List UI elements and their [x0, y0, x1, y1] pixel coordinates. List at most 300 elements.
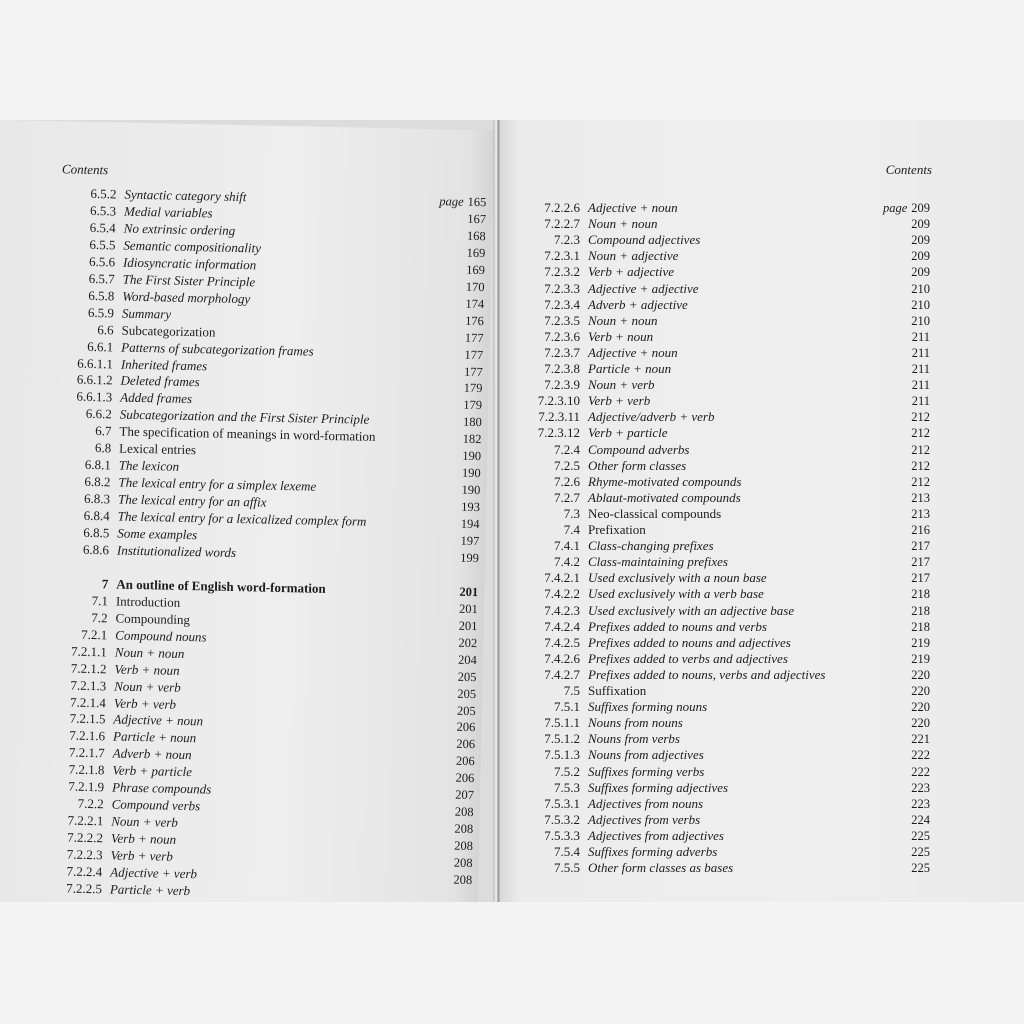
toc-section-title: Noun + verb	[588, 377, 655, 393]
toc-entry	[500, 860, 1024, 876]
toc-section-title: Adverb + adjective	[588, 296, 688, 312]
page-number-value: 223	[911, 780, 930, 795]
toc-entry	[500, 458, 1024, 474]
page-number-value: 169	[466, 262, 486, 277]
toc-page-number	[389, 633, 477, 651]
toc-section-number: 7.2.3.11	[538, 409, 580, 425]
toc-page-number	[390, 582, 478, 600]
toc-section-number: 7.2.3	[554, 232, 580, 248]
toc-section-title: Suffixation	[588, 683, 647, 698]
toc-entry	[500, 603, 1024, 619]
toc-section-number: 7.2.3.3	[544, 280, 580, 296]
toc-page-number	[840, 635, 930, 651]
toc-section-title: Used exclusively with an adjective base	[588, 602, 795, 618]
page-number-value: 206	[455, 754, 475, 769]
toc-page-number	[397, 260, 485, 278]
toc-section-title: Used exclusively with a verb base	[588, 586, 764, 602]
toc-section-number: 7.4.2.5	[544, 634, 580, 650]
toc-page-number	[840, 747, 930, 763]
page-word-label: page	[882, 201, 908, 215]
toc-page-number	[385, 802, 473, 820]
toc-section-number: 7.4	[563, 522, 580, 537]
toc-page-number	[840, 586, 930, 602]
toc-page-number	[391, 548, 479, 566]
page-number-value: 206	[456, 737, 476, 752]
toc-entry	[500, 635, 1024, 651]
page-number-value: 223	[911, 796, 930, 811]
page-number-value: 168	[466, 228, 486, 244]
page-number-value: 222	[911, 764, 930, 779]
toc-section-title: The lexical entry for a simplex lexeme	[118, 474, 317, 494]
toc-entry	[500, 764, 1024, 780]
page-number-value: 209	[911, 201, 930, 215]
toc-page-number	[840, 538, 930, 554]
page-number-value: 190	[462, 449, 482, 464]
toc-page-number	[385, 819, 473, 837]
page-number-value: 202	[458, 635, 478, 650]
toc-section-title: Adjective + verb	[110, 864, 198, 882]
toc-section-title: Summary	[121, 305, 172, 322]
toc-page-number	[395, 345, 483, 363]
toc-section-title: Adjective + noun	[588, 200, 678, 215]
toc-section-number: 7.4.2	[554, 554, 580, 570]
toc-section-title: Verb + verb	[113, 695, 177, 712]
toc-section-title: Prefixes added to nouns and verbs	[588, 618, 767, 634]
toc-section-number: 7.2.3.10	[537, 393, 580, 409]
toc-section-title: An outline of English word-formation	[116, 576, 326, 596]
toc-entry	[500, 361, 1024, 377]
toc-section-title: Verb + verb	[110, 847, 173, 864]
toc-section-title: Other form classes as bases	[588, 860, 734, 876]
toc-section-title: Verb + particle	[112, 762, 193, 780]
toc-section-number: 7.5.3.3	[544, 827, 580, 843]
toc-section-title: Subcategorization and the First Sister Principle	[119, 406, 370, 428]
toc-section-title: Neo-classical compounds	[588, 505, 722, 521]
toc-page-number	[840, 780, 930, 796]
page-number-value: 201	[458, 601, 479, 616]
toc-section-title: Particle + noun	[112, 728, 197, 746]
page-number-value: 225	[911, 828, 930, 843]
toc-page-number	[840, 200, 930, 216]
toc-section-number: 6.6.1	[87, 338, 114, 354]
toc-page-number	[840, 248, 930, 264]
toc-section-title: Syntactic category shift	[124, 186, 247, 205]
toc-page-number	[396, 311, 484, 329]
toc-section-number: 7.2.2.1	[67, 812, 104, 829]
toc-section-title: Prefixes added to verbs and adjectives	[588, 650, 788, 666]
page-number-value: 190	[461, 465, 481, 481]
page-number-value: 182	[462, 432, 482, 447]
toc-section-title: Prefixation	[588, 522, 646, 537]
toc-section-number: 7.5.5	[554, 860, 580, 876]
toc-section-number: 7.1	[91, 592, 109, 609]
toc-section-number: 7.5.2	[554, 763, 580, 779]
toc-section-number: 6.8.1	[84, 457, 111, 473]
page-number-value: 205	[457, 686, 477, 701]
left-page	[0, 120, 494, 902]
toc-entry	[500, 538, 1024, 554]
toc-section-number: 7.2.1.3	[70, 677, 107, 693]
toc-page-number	[840, 619, 930, 635]
toc-page-number	[840, 377, 930, 393]
toc-section-number: 7.5.3.1	[544, 795, 580, 811]
toc-section-title: Subcategorization	[121, 322, 216, 340]
page-number-value: 209	[911, 249, 930, 264]
toc-section-title: Noun + noun	[588, 216, 658, 232]
toc-section-number: 7.2.5	[554, 457, 580, 473]
toc-page-number	[393, 447, 481, 465]
page-number-value: 205	[457, 669, 477, 684]
toc-section-number: 7.5.3	[554, 779, 580, 795]
running-head-right: Contents	[885, 162, 932, 177]
toc-section-number: 7.5.1	[554, 699, 580, 715]
right-page	[500, 120, 1024, 902]
toc-section-title: Verb + adjective	[588, 264, 675, 280]
page-number-value: 217	[911, 555, 930, 570]
page-number-value: 217	[911, 571, 930, 586]
toc-section-number: 7.4.2.6	[544, 650, 580, 666]
toc-section-number: 7.2.1.5	[69, 711, 106, 727]
toc-entry	[500, 425, 1024, 441]
toc-page-number	[840, 764, 930, 780]
toc-section-number: 6.6.2	[85, 406, 113, 422]
page-number-value: 217	[911, 539, 930, 554]
toc-page-number	[390, 599, 478, 617]
toc-section-title: Introduction	[115, 593, 181, 610]
toc-section-number: 7.2.3.8	[544, 361, 580, 376]
toc-page-number	[396, 277, 484, 295]
page-number-value: 179	[463, 398, 483, 413]
page-number-value: 220	[911, 684, 930, 698]
toc-section-title: Institutionalized words	[116, 542, 237, 560]
page-number-value: 167	[467, 211, 487, 227]
toc-entry	[500, 248, 1024, 264]
running-head-left: Contents	[61, 161, 109, 178]
toc-section-title: Verb + noun	[588, 328, 654, 344]
toc-section-title: Compounding	[115, 610, 191, 627]
page-number-value: 218	[911, 587, 930, 602]
page-number-value: 170	[465, 279, 485, 294]
toc-entry	[500, 232, 1024, 248]
toc-section-title: Prefixes added to nouns and adjectives	[588, 634, 791, 650]
toc-entry	[500, 297, 1024, 313]
toc-section-number: 7.5.1.2	[544, 731, 580, 747]
toc-section-number: 6.5.6	[88, 253, 116, 270]
toc-section-number: 7.5.3.2	[544, 811, 580, 827]
toc-section-title: Compound nouns	[115, 627, 207, 645]
toc-section-title: Adjectives from verbs	[588, 811, 701, 827]
page-number-value: 220	[911, 700, 930, 715]
toc-entry	[500, 281, 1024, 297]
page-number-value: 201	[459, 584, 479, 599]
toc-entry	[500, 522, 1024, 538]
page-number-value: 212	[911, 426, 930, 441]
toc-page-number	[393, 430, 481, 448]
toc-section-title: Lexical entries	[118, 440, 197, 458]
page-number-value: 218	[911, 603, 930, 618]
toc-entry	[500, 442, 1024, 458]
toc-section-title: Suffixes forming adjectives	[588, 779, 729, 795]
toc-entry	[500, 619, 1024, 635]
page-number-value: 225	[911, 861, 930, 876]
page-number-value: 210	[911, 297, 930, 312]
book-photo	[0, 120, 1024, 902]
toc-section-title: The lexical entry for a lexicalized complex form	[117, 508, 367, 529]
toc-page-number	[394, 413, 482, 431]
page-number-value: 165	[467, 194, 487, 210]
toc-page-number	[840, 216, 930, 232]
page-number-value: 209	[911, 233, 930, 248]
toc-section-title: Suffixes forming verbs	[588, 763, 705, 779]
toc-section-title: Adjectives from nouns	[588, 795, 704, 811]
page-number-value: 197	[460, 533, 480, 549]
toc-section-number: 7.2.3.9	[544, 377, 580, 393]
toc-entry	[500, 586, 1024, 602]
toc-page-number	[389, 616, 477, 634]
toc-section-number: 7.2.3.7	[544, 344, 580, 360]
page-number-value: 212	[911, 474, 930, 489]
page-number-value: 209	[911, 265, 930, 280]
toc-section-number: 7.5.1.3	[544, 747, 580, 763]
toc-section-title: No extrinsic ordering	[123, 220, 236, 238]
toc-section-title: Compound adverbs	[588, 441, 690, 457]
page-number-value: 199	[460, 550, 480, 566]
toc-entry	[500, 667, 1024, 683]
toc-section-number: 7.4.2.4	[544, 618, 580, 634]
toc-entry	[500, 699, 1024, 715]
page-number-value: 208	[454, 804, 474, 820]
toc-section-number: 7.2.6	[554, 473, 580, 489]
toc-section-title: Deleted frames	[120, 373, 200, 390]
page-number-value: 211	[911, 394, 930, 409]
toc-page-number	[840, 232, 930, 248]
toc-section-title: Idiosyncratic information	[122, 254, 257, 273]
toc-page-number	[388, 684, 476, 702]
toc-section-title: Noun + verb	[111, 813, 179, 831]
toc-section-title: The lexical entry for an affix	[117, 491, 267, 510]
toc-section-title: Ablaut-motivated compounds	[588, 489, 741, 505]
toc-page-number	[387, 735, 475, 753]
page-number-value: 207	[455, 787, 475, 803]
page-number-value: 222	[911, 748, 930, 763]
page-number-value: 180	[462, 415, 482, 430]
page-number-value: 174	[465, 296, 485, 311]
toc-section-title: Class-maintaining prefixes	[588, 554, 728, 570]
toc-page-number	[398, 226, 486, 244]
toc-section-title: Suffixes forming nouns	[588, 699, 708, 715]
toc-section-number: 7	[101, 576, 109, 592]
toc-section-title: Adjectives from adjectives	[588, 827, 724, 843]
toc-section-title: Semantic compositionality	[123, 237, 262, 256]
toc-page-number	[840, 683, 930, 699]
page-number-value: 220	[911, 716, 930, 731]
toc-entry	[500, 828, 1024, 844]
toc-entry	[500, 329, 1024, 345]
toc-section-number: 7.4.2.7	[544, 666, 580, 682]
toc-section-number: 6.5.5	[89, 236, 116, 253]
toc-section-number: 6.7	[95, 423, 112, 439]
toc-section-title: Verb + noun	[110, 830, 177, 847]
toc-page-number	[840, 699, 930, 715]
toc-page-number	[387, 718, 475, 736]
page-number-value: 210	[911, 313, 930, 328]
toc-section-title: Compound verbs	[111, 796, 201, 814]
toc-section-number: 7.2.1.9	[68, 778, 105, 795]
toc-page-number	[840, 570, 930, 586]
toc-page-number	[840, 313, 930, 329]
toc-section-number: 6.6.1.1	[77, 355, 114, 371]
page-number-value: 190	[461, 482, 481, 498]
toc-page-number	[387, 752, 475, 770]
toc-section-number: 7.5	[563, 683, 580, 698]
toc-page-number	[840, 297, 930, 313]
toc-section-title: Adjective + noun	[113, 711, 204, 729]
toc-section-number: 6.8.2	[84, 473, 111, 490]
toc-section-number: 6.5.2	[90, 185, 117, 202]
toc-page-number	[398, 209, 486, 227]
toc-section-number: 6.6.1.2	[76, 372, 113, 388]
toc-page-number	[386, 769, 474, 787]
toc-section-number: 6.8.5	[83, 524, 110, 541]
toc-section-number: 7.2.2	[77, 795, 104, 812]
page-number-value: 177	[463, 364, 483, 379]
page-number-value: 208	[454, 821, 474, 837]
page-number-value: 212	[911, 410, 930, 425]
page-word-label: page	[439, 194, 464, 209]
toc-section-number: 7.4.2.2	[544, 586, 580, 602]
toc-section-number: 7.2.3.6	[544, 328, 580, 344]
toc-section-number: 7.2.2.5	[66, 880, 103, 897]
toc-section-number: 7.2.7	[554, 489, 580, 505]
toc-page-number	[396, 294, 484, 312]
toc-section-number: 6.5.9	[87, 304, 115, 321]
toc-entry	[500, 570, 1024, 586]
toc-entry	[500, 844, 1024, 860]
toc-section-number: 7.2.1.7	[68, 744, 105, 761]
toc-section-number: 7.2.2.2	[67, 829, 104, 846]
toc-section-title: Particle + verb	[109, 881, 191, 899]
toc-entry	[500, 683, 1024, 699]
toc-section-title: Adjective + adjective	[588, 280, 699, 296]
page-number-value: 225	[911, 845, 930, 859]
toc-section-title: Phrase compounds	[111, 779, 212, 797]
toc-section-number: 7.2.1.2	[70, 660, 107, 676]
toc-page-number	[840, 860, 930, 876]
toc-page-number	[840, 281, 930, 297]
toc-section-number: 6.6	[97, 321, 114, 338]
toc-entry	[500, 554, 1024, 570]
toc-section-number: 7.2.2.6	[544, 200, 580, 215]
toc-section-number: 7.2	[91, 609, 108, 626]
toc-section-title: Used exclusively with a noun base	[588, 570, 767, 586]
toc-section-number: 6.8.6	[82, 541, 110, 558]
toc-page-number	[840, 264, 930, 280]
toc-entry	[500, 731, 1024, 747]
toc-page-number	[398, 192, 486, 210]
toc-entry	[500, 264, 1024, 280]
page-number-value: 216	[911, 523, 930, 537]
toc-section-title: Nouns from nouns	[588, 715, 683, 731]
toc-entry	[500, 409, 1024, 425]
toc-section-number: 7.4.2.1	[544, 570, 580, 586]
page-number-value: 212	[911, 458, 930, 473]
toc-section-number: 7.5.1.1	[544, 715, 580, 731]
toc-page-number	[840, 844, 930, 860]
toc-entry	[500, 747, 1024, 763]
toc-page-number	[840, 474, 930, 490]
toc-section-number: 7.2.1.8	[68, 761, 105, 778]
page-number-value: 208	[453, 872, 473, 888]
toc-section-number: 7.2.2.7	[544, 216, 580, 232]
toc-page-number	[385, 836, 473, 854]
toc-page-number	[840, 409, 930, 425]
page-number-value: 218	[911, 619, 930, 634]
toc-section-title: Adjective + noun	[588, 344, 678, 360]
toc-section-number: 6.5.7	[88, 270, 115, 287]
toc-section-number: 7.2.2.3	[66, 846, 103, 863]
toc-section-title: Verb + verb	[588, 393, 651, 409]
toc-section-number: 7.2.3.5	[544, 312, 580, 328]
toc-section-title: Nouns from adjectives	[588, 747, 704, 763]
page-number-value: 205	[456, 703, 476, 718]
page-number-value: 169	[466, 245, 486, 261]
toc-entry	[500, 377, 1024, 393]
toc-section-title: Medial variables	[123, 203, 213, 221]
toc-page-number	[395, 328, 483, 346]
toc-section-number: 7.2.1.6	[69, 727, 106, 744]
toc-section-number: 7.4.2.3	[544, 602, 580, 618]
toc-page-number	[840, 345, 930, 361]
toc-section-number: 6.6.1.3	[76, 389, 113, 405]
toc-entry	[500, 313, 1024, 329]
toc-section-title: Other form classes	[588, 457, 687, 473]
page-number-value: 211	[911, 329, 930, 344]
toc-section-title: Adjective/adverb + verb	[588, 409, 715, 425]
toc-page-number	[840, 522, 930, 538]
toc-entry	[500, 216, 1024, 232]
toc-page-number	[840, 667, 930, 683]
page-number-value: 211	[911, 378, 930, 393]
toc-page-number	[393, 463, 481, 481]
page-number-value: 219	[911, 635, 930, 650]
toc-section-number: 6.8.3	[83, 490, 111, 507]
toc-section-title: Class-changing prefixes	[588, 538, 714, 554]
toc-section-number: 6.8.4	[83, 507, 110, 524]
toc-entry	[500, 200, 1024, 216]
toc-entry	[500, 780, 1024, 796]
toc-section-number: 7.2.1	[81, 626, 108, 643]
toc-page-number	[840, 796, 930, 812]
toc-section-title: Added frames	[120, 389, 193, 407]
page-number-value: 193	[461, 499, 481, 515]
toc-page-number	[840, 458, 930, 474]
toc-section-title: Inherited frames	[120, 356, 208, 373]
toc-section-title: Noun + verb	[114, 678, 181, 695]
toc-section-title: The specification of meanings in word-formation	[119, 423, 376, 445]
toc-section-title: Adverb + noun	[112, 745, 192, 763]
toc-entry	[500, 474, 1024, 490]
page-number-value: 206	[455, 770, 475, 786]
toc-section-title: Nouns from verbs	[588, 731, 680, 747]
toc-section-title: Verb + noun	[114, 661, 180, 678]
toc-page-number	[840, 329, 930, 345]
toc-page-number	[840, 828, 930, 844]
toc-section-number: 7.2.3.4	[544, 296, 580, 312]
toc-entry	[500, 345, 1024, 361]
toc-section-title: Noun + adjective	[588, 248, 679, 264]
toc-page-number	[384, 870, 472, 888]
toc-section-number: 6.5.8	[88, 287, 115, 304]
